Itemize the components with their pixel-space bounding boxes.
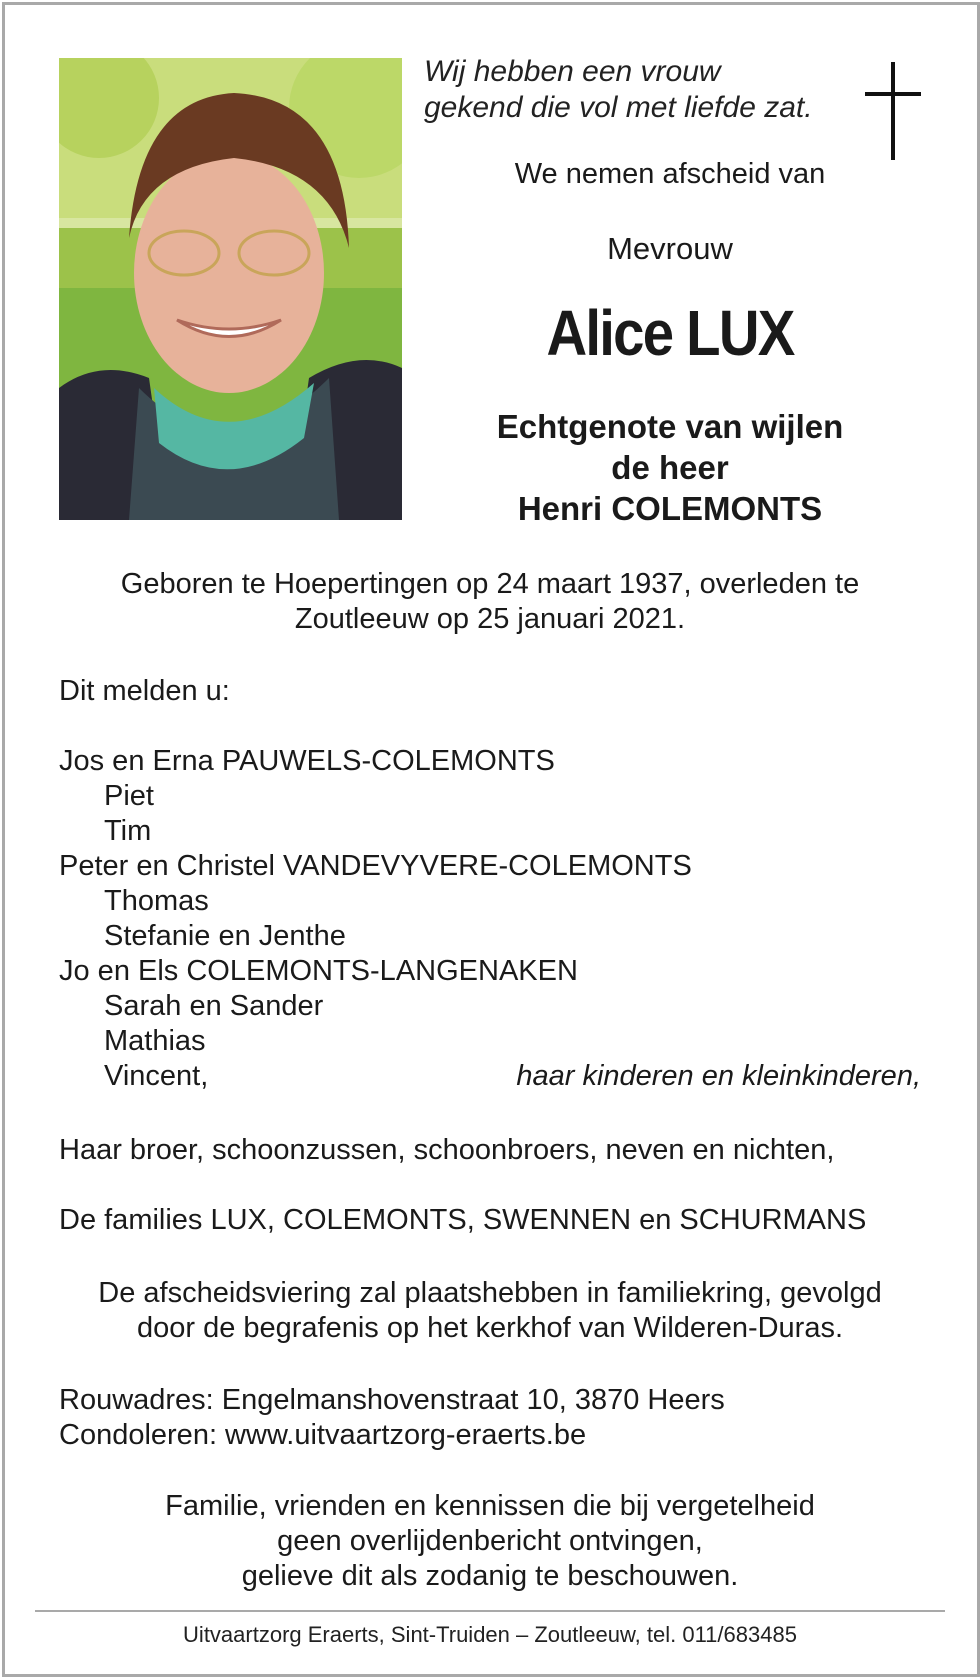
family-member: Mathias xyxy=(104,1025,206,1057)
contact-block xyxy=(59,1383,921,1453)
quote-line: Wij hebben een vrouw xyxy=(424,55,721,88)
family-member: Piet xyxy=(104,780,154,812)
birth-death-text xyxy=(59,567,921,637)
deceased-name: Alice LUX xyxy=(546,297,794,369)
spouse-line: de heer xyxy=(611,449,729,486)
family-last-row xyxy=(59,1059,921,1094)
portrait-photo xyxy=(59,58,402,520)
footer-divider xyxy=(35,1610,945,1612)
family-member: Stefanie en Jenthe xyxy=(104,920,346,952)
memorial-quote xyxy=(424,54,813,126)
family-member: Thomas xyxy=(104,885,209,917)
family-member: Sarah en Sander xyxy=(104,990,324,1022)
spouse-line: Echtgenote van wijlen xyxy=(496,408,844,445)
mourning-address: Rouwadres: Engelmanshovenstraat 10, 3870 Heers xyxy=(59,1384,725,1416)
melden-text: Dit melden u: xyxy=(59,675,230,707)
notice-text xyxy=(59,1489,921,1594)
relatives-text: Haar broer, schoonzussen, schoonbroers, neven en nichten, xyxy=(59,1134,835,1166)
cross-icon xyxy=(865,62,921,160)
family-note: haar kinderen en kleinkinderen, xyxy=(516,1060,921,1092)
family-member: Peter en Christel VANDEVYVERE-COLEMONTS xyxy=(59,850,692,882)
family-member: Jos en Erna PAUWELS-COLEMONTS xyxy=(59,745,555,777)
notice-line: gelieve dit als zodanig te beschouwen. xyxy=(241,1560,739,1592)
spouse-name: Henri COLEMONTS xyxy=(517,490,823,527)
family-member: Jo en Els COLEMONTS-LANGENAKEN xyxy=(59,955,578,987)
birth-death-line: Geboren te Hoepertingen op 24 maart 1937, overleden te xyxy=(120,568,860,600)
honorific: Mevrouw xyxy=(607,231,733,266)
ceremony-line: door de begrafenis op het kerkhof van Wilderen-Duras. xyxy=(136,1312,844,1344)
spouse-block xyxy=(440,406,900,529)
notice-line: Familie, vrienden en kennissen die bij vergetelheid xyxy=(165,1490,815,1522)
family-member: Tim xyxy=(104,815,152,847)
funeral-home-footer: Uitvaartzorg Eraerts, Sint-Truiden – Zoutleeuw, tel. 011/683485 xyxy=(183,1622,797,1647)
ceremony-line: De afscheidsviering zal plaatshebben in familiekring, gevolgd xyxy=(98,1277,882,1309)
family-member: Vincent, xyxy=(104,1060,209,1092)
family-list xyxy=(59,744,921,1094)
birth-death-line: Zoutleeuw op 25 januari 2021. xyxy=(294,603,686,635)
intro-text: We nemen afscheid van xyxy=(514,158,826,190)
condolence-url: Condoleren: www.uitvaartzorg-eraerts.be xyxy=(59,1419,587,1451)
families-text: De families LUX, COLEMONTS, SWENNEN en SCHURMANS xyxy=(59,1204,867,1236)
quote-line: gekend die vol met liefde zat. xyxy=(424,91,813,124)
notice-line: geen overlijdenbericht ontvingen, xyxy=(277,1525,703,1557)
ceremony-text xyxy=(59,1276,921,1346)
